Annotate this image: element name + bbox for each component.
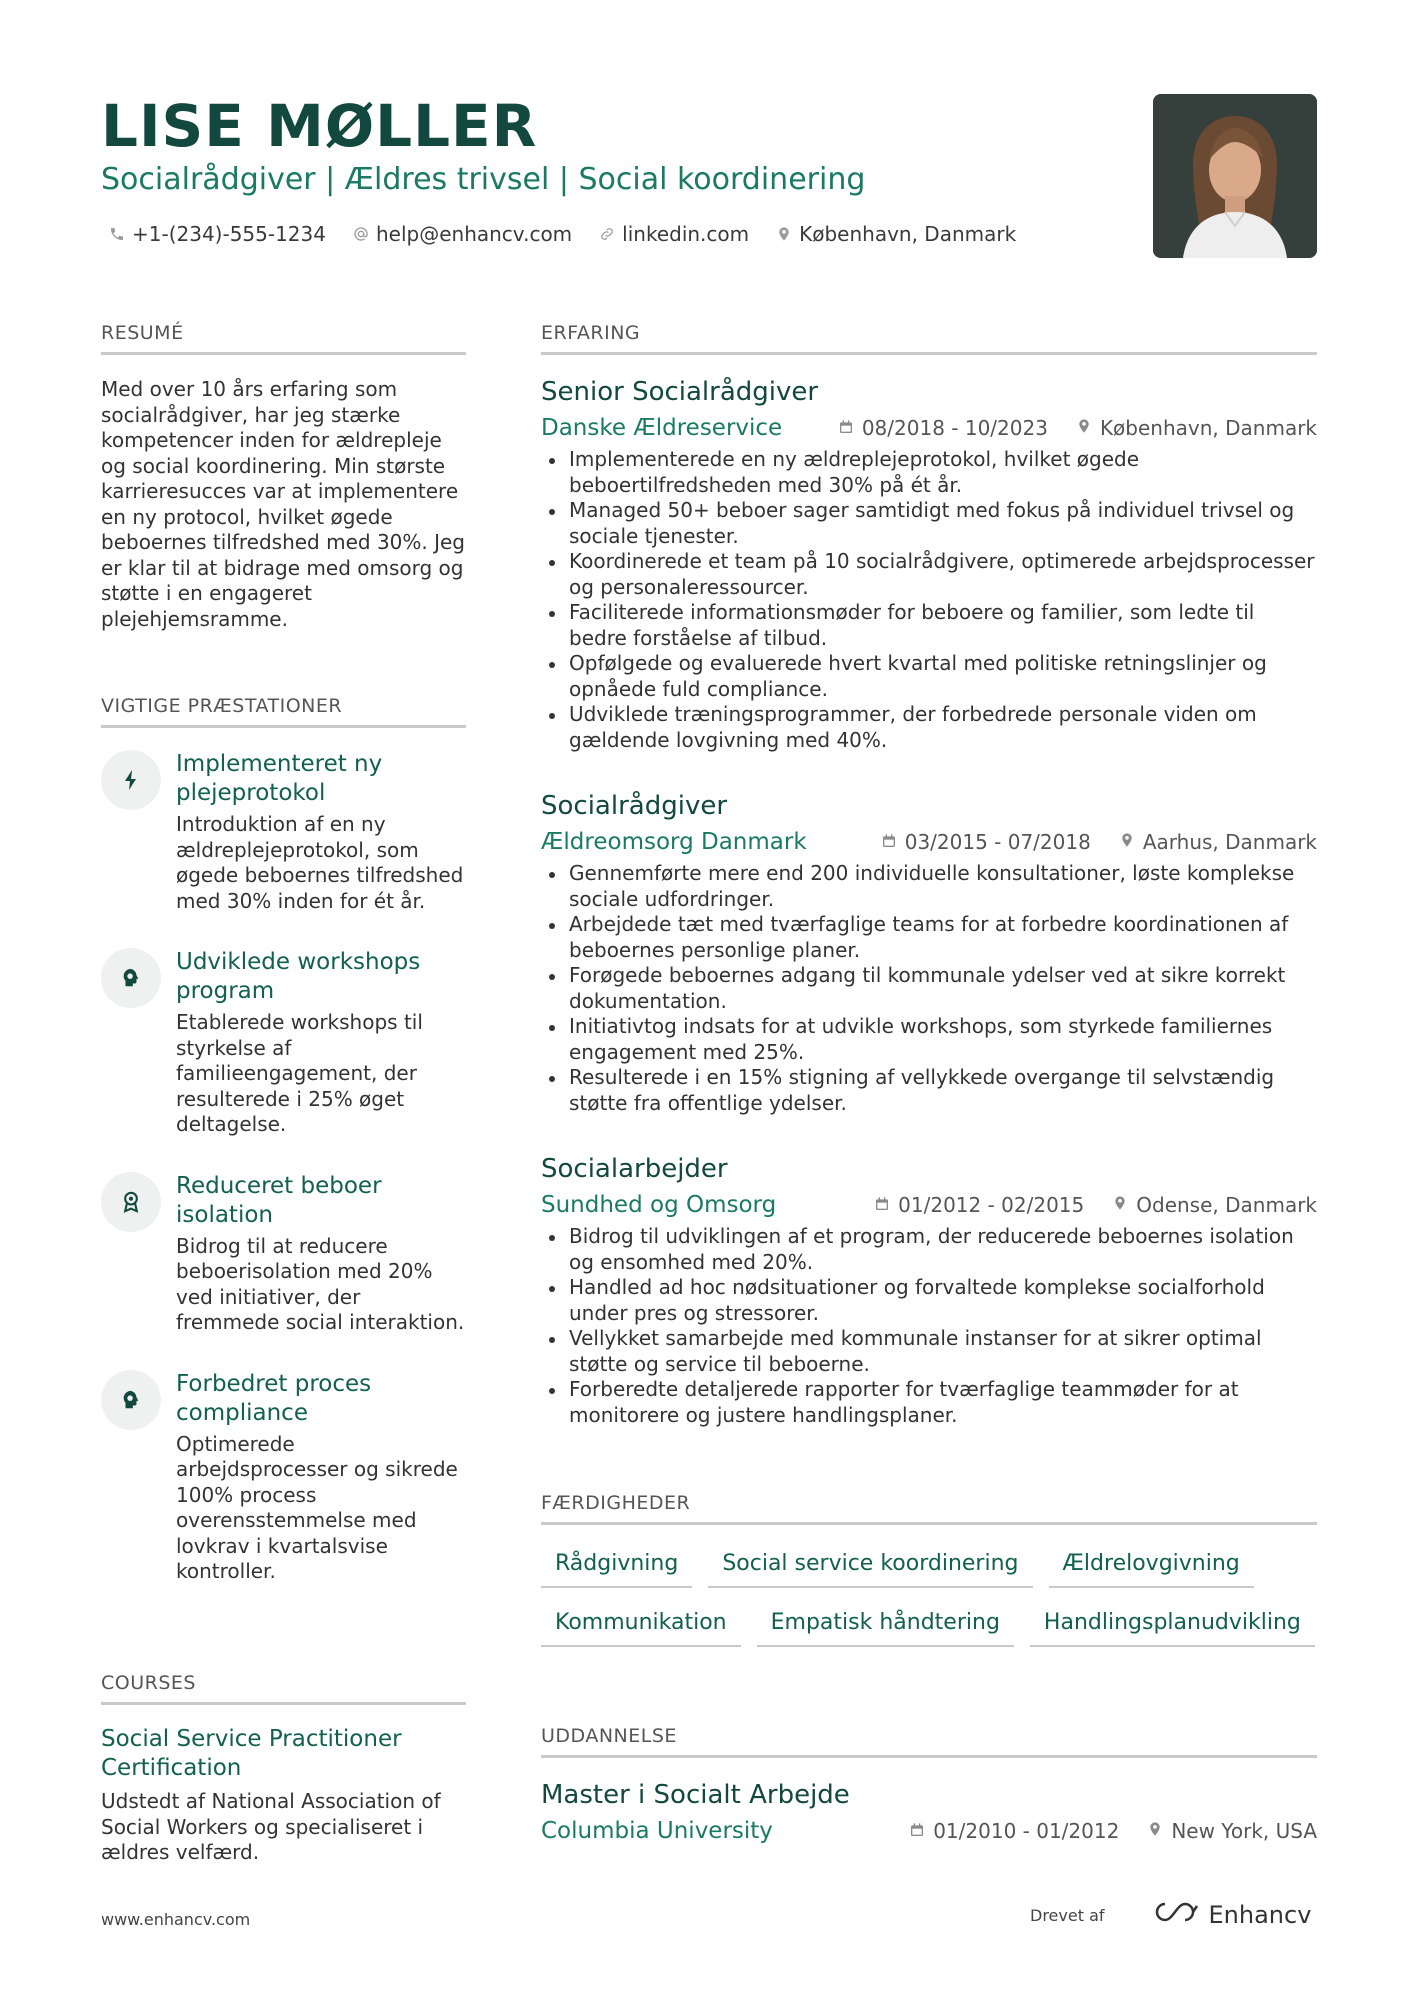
bullet-item: Gennemførte mere end 200 individuelle konsultationer, løste komplekse sociale udfordringer.: [541, 861, 1317, 912]
skill-tag: Rådgivning: [541, 1545, 692, 1588]
location-pin-icon: [775, 225, 793, 243]
achievement-text: Etablerede workshops til styrkelse af familieengagement, der resulterede i 25% øget deltagelse.: [176, 1010, 423, 1136]
bullet-item: Koordinerede et team på 10 socialrådgivere, optimerede arbejdsprocesser og personaleressourcer.: [541, 549, 1317, 600]
degree-title: Master i Socialt Arbejde: [541, 1780, 850, 1810]
bullet-item: Forberedte detaljerede rapporter for tværfaglige teammøder for at monitorere og justere handlingsplaner.: [541, 1377, 1317, 1428]
summary-section: [101, 322, 466, 632]
skills-heading: FÆRDIGHEDER: [541, 1492, 1317, 1525]
bullet-item: Resulterede i en 15% stigning af vellykkede overgange til selvstændig støtte fra offentlige ydelser.: [541, 1065, 1317, 1116]
email-text: help@enhancv.com: [375, 222, 573, 246]
courses-heading: COURSES: [101, 1672, 466, 1705]
job-location: København, Danmark: [1076, 416, 1317, 440]
enhancv-logo[interactable]: Enhancv: [1153, 1900, 1312, 1930]
head-icon: [101, 948, 161, 1008]
job-location: Aarhus, Danmark: [1119, 830, 1317, 854]
education-entry: [541, 1780, 1317, 1844]
location-text: København, Danmark: [799, 222, 1017, 246]
location-pin-icon: [1147, 1819, 1163, 1843]
contact-email[interactable]: [352, 222, 572, 246]
job-dates: 03/2015 - 07/2018: [881, 830, 1091, 854]
achievements-section: [101, 695, 466, 1585]
achievement-title: Implementeret ny plejeprotokol: [176, 751, 383, 806]
job-title: Senior Socialrådgiver: [541, 377, 819, 407]
calendar-icon: [881, 830, 897, 854]
profile-photo: [1153, 94, 1317, 258]
link-icon: [598, 225, 616, 243]
bullet-item: Faciliterede informationsmøder for beboere og familier, som ledte til bedre forståelse af tilbud.: [541, 600, 1317, 651]
candidate-subtitle: Socialrådgiver | Ældres trivsel | Social koordinering: [101, 162, 866, 197]
job-location: Odense, Danmark: [1112, 1193, 1317, 1217]
job-bullets: [541, 861, 1317, 1116]
contact-row: [108, 222, 1016, 246]
powered-by-label: Drevet af: [1030, 1905, 1105, 1925]
calendar-icon: [874, 1193, 890, 1217]
experience-heading: ERFARING: [541, 322, 1317, 355]
course-text: Udstedt af National Association of Social Workers og specialiseret i ældres velfærd.: [101, 1789, 441, 1864]
location-pin-icon: [1076, 416, 1092, 440]
job-entry: [541, 1154, 1317, 1428]
contact-phone: [108, 222, 326, 246]
summary-text: Med over 10 års erfaring som socialrådgiver, har jeg stærke kompetencer inden for ældrepleje og social koordinering. Min største karrieresucces var at implementere en ny protocol, hvilket øgede beboernes tilfredshed med 30%. Jeg er klar til at bidrage med omsorg og støtte i en engageret plejehjemsramme.: [101, 377, 466, 631]
skills-list: [541, 1545, 1317, 1647]
skill-tag: Social service koordinering: [708, 1545, 1032, 1588]
achievement-title: Forbedret proces compliance: [176, 1370, 372, 1426]
location-pin-icon: [1119, 830, 1135, 854]
education-heading: UDDANNELSE: [541, 1725, 1317, 1758]
skill-tag: Kommunikation: [541, 1604, 741, 1647]
course-title: Social Service Practitioner Certification: [101, 1726, 402, 1781]
company-name: Sundhed og Omsorg: [541, 1192, 777, 1218]
achievement-text: Introduktion af en ny ældreplejeprotokol, som øgede beboernes tilfredshed med 30% inden for ét år.: [176, 812, 464, 913]
education-section: [541, 1725, 1317, 1844]
skill-tag: Empatisk håndtering: [757, 1604, 1014, 1647]
bolt-icon: [101, 750, 161, 810]
enhancv-logo-icon: [1153, 1900, 1199, 1930]
at-icon: [352, 225, 370, 243]
award-icon: [101, 1172, 161, 1232]
job-dates: 01/2012 - 02/2015: [874, 1193, 1084, 1217]
bullet-item: Managed 50+ beboer sager samtidigt med fokus på individuel trivsel og sociale tjenester.: [541, 498, 1317, 549]
bullet-item: Opfølgede og evaluerede hvert kvartal med politiske retningslinjer og opnåede fuld compliance.: [541, 651, 1317, 702]
achievement-item: [101, 948, 466, 1138]
contact-linkedin[interactable]: [598, 222, 749, 246]
skill-tag: Ældrelovgivning: [1049, 1545, 1254, 1588]
company-name: Danske Ældreservice: [541, 415, 783, 441]
achievement-text: Bidrog til at reducere beboerisolation med 20% ved initiativer, der fremmede social interaktion.: [176, 1233, 465, 1334]
education-dates: 01/2010 - 01/2012: [909, 1819, 1119, 1843]
achievement-text: Optimerede arbejdsprocesser og sikrede 100% process overensstemmelse med lovkrav i kvartalsvise kontroller.: [176, 1431, 458, 1583]
courses-section: [101, 1672, 466, 1866]
linkedin-text: linkedin.com: [622, 222, 750, 246]
job-entry: [541, 791, 1317, 1116]
experience-section: [541, 322, 1317, 1428]
achievement-title: Udviklede workshops program: [176, 949, 421, 1004]
achievement-title: Reduceret beboer isolation: [176, 1172, 382, 1228]
bullet-item: Arbejdede tæt med tværfaglige teams for at forbedre koordinationen af beboernes personlige planer.: [541, 912, 1317, 963]
bullet-item: Udviklede træningsprogrammer, der forbedrede personale viden om gældende lovgivning med 40%.: [541, 702, 1317, 753]
bullet-item: Bidrog til udviklingen af et program, der reducerede beboernes isolation og ensomhed med 20%.: [541, 1224, 1317, 1275]
summary-heading: RESUMÉ: [101, 322, 466, 355]
footer-website[interactable]: www.enhancv.com: [101, 1910, 251, 1929]
job-bullets: [541, 447, 1317, 753]
calendar-icon: [838, 416, 854, 440]
skill-tag: Handlingsplanudvikling: [1030, 1604, 1315, 1647]
bullet-item: Handled ad hoc nødsituationer og forvaltede komplekse socialforhold under pres og stressorer.: [541, 1275, 1317, 1326]
bullet-item: Implementerede en ny ældreplejeprotokol, hvilket øgede beboertilfredsheden med 30% på ét år.: [541, 447, 1317, 498]
achievement-item: [101, 750, 466, 914]
school-name: Columbia University: [541, 1818, 773, 1844]
job-bullets: [541, 1224, 1317, 1428]
skills-section: [541, 1492, 1317, 1647]
company-name: Ældreomsorg Danmark: [541, 829, 807, 855]
achievement-item: [101, 1172, 466, 1336]
job-dates: 08/2018 - 10/2023: [838, 416, 1048, 440]
achievement-item: [101, 1370, 466, 1585]
phone-icon: [108, 225, 126, 243]
job-title: Socialarbejder: [541, 1154, 728, 1184]
head-icon: [101, 1370, 161, 1430]
calendar-icon: [909, 1819, 925, 1843]
bullet-item: Vellykket samarbejde med kommunale instanser for at sikrer optimal støtte og service til beboerne.: [541, 1326, 1317, 1377]
candidate-name: LISE MØLLER: [101, 92, 538, 160]
achievements-heading: VIGTIGE PRÆSTATIONER: [101, 695, 466, 728]
bullet-item: Initiativtog indsats for at udvikle workshops, som styrkede familiernes engagement med 25%.: [541, 1014, 1317, 1065]
phone-text: +1-(234)-555-1234: [132, 222, 326, 246]
location-pin-icon: [1112, 1193, 1128, 1217]
contact-location: [775, 222, 1016, 246]
education-location: New York, USA: [1147, 1819, 1317, 1843]
job-entry: [541, 377, 1317, 753]
job-title: Socialrådgiver: [541, 791, 728, 821]
footer-branding: [1030, 1900, 1311, 1930]
bullet-item: Forøgede beboernes adgang til kommunale ydelser ved at sikre korrekt dokumentation.: [541, 963, 1317, 1014]
